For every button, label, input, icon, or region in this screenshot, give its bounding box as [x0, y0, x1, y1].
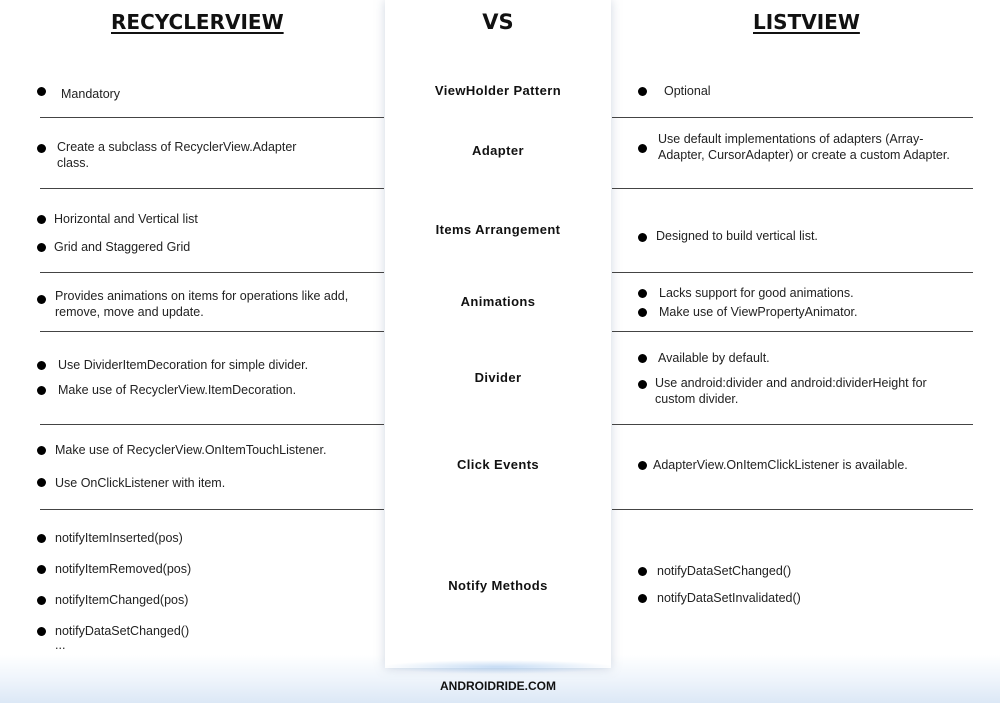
listview-title: LISTVIEW [753, 10, 860, 34]
listview-point: Make use of ViewPropertyAnimator. [659, 305, 858, 319]
listview-point: Lacks support for good animations. [659, 286, 854, 300]
recyclerview-point: Create a subclass of RecyclerView.Adapter class. [57, 140, 297, 170]
vs-title: VS [482, 10, 514, 34]
recyclerview-point: Make use of RecyclerView.ItemDecoration. [58, 383, 297, 397]
bullet-icon [638, 87, 647, 96]
recyclerview-point: notifyDataSetChanged() [55, 624, 190, 638]
bullet-icon [638, 594, 647, 603]
listview-point: Optional [664, 84, 711, 98]
row-divider [612, 424, 973, 425]
recyclerview-point: notifyItemRemoved(pos) [55, 562, 192, 576]
row-divider [612, 117, 973, 118]
listview-point: Use default implementations of adapters (Array-Adapter, CursorAdapter) or create a custom Adapter. [658, 132, 950, 162]
bullet-icon [37, 144, 46, 153]
bullet-icon [638, 461, 647, 470]
row-divider [612, 188, 973, 189]
bullet-icon [37, 596, 46, 605]
bullet-icon [638, 354, 647, 363]
recyclerview-point: Use DividerItemDecoration for simple divider. [58, 358, 309, 372]
site-credit: ANDROIDRIDE.COM [440, 679, 556, 693]
row-divider [40, 272, 384, 273]
row-divider [40, 117, 384, 118]
row-divider [612, 272, 973, 273]
middle-panel [385, 0, 611, 668]
recyclerview-point: Make use of RecyclerView.OnItemTouchListener. [55, 443, 327, 457]
recyclerview-point: Grid and Staggered Grid [54, 240, 191, 254]
recyclerview-point: notifyItemChanged(pos) [55, 593, 189, 607]
bullet-icon [37, 534, 46, 543]
recyclerview-point: notifyItemInserted(pos) [55, 531, 183, 545]
criterion-label: Animations [460, 294, 536, 309]
bullet-icon [37, 565, 46, 574]
listview-point: notifyDataSetInvalidated() [657, 591, 801, 605]
listview-point: Available by default. [658, 351, 770, 365]
bullet-icon [37, 361, 46, 370]
recyclerview-title: RECYCLERVIEW [111, 10, 284, 34]
bullet-icon [638, 567, 647, 576]
row-divider [40, 424, 384, 425]
recyclerview-point: Provides animations on items for operations like add, remove, move and update. [55, 289, 349, 319]
criterion-label: ViewHolder Pattern [434, 83, 562, 98]
row-divider [40, 331, 384, 332]
bullet-icon [638, 380, 647, 389]
bullet-icon [37, 295, 46, 304]
row-divider [612, 509, 973, 510]
criterion-label: Items Arrangement [435, 222, 561, 237]
recyclerview-more-ellipsis: ... [55, 638, 66, 652]
bullet-icon [37, 446, 46, 455]
criterion-label: Click Events [456, 457, 540, 472]
recyclerview-point: Use OnClickListener with item. [55, 476, 226, 490]
listview-point: AdapterView.OnItemClickListener is available. [653, 458, 908, 472]
bullet-icon [37, 478, 46, 487]
bullet-icon [37, 87, 46, 96]
criterion-label: Divider [474, 370, 522, 385]
bullet-icon [638, 308, 647, 317]
bullet-icon [37, 627, 46, 636]
bullet-icon [37, 386, 46, 395]
row-divider [40, 509, 384, 510]
bullet-icon [37, 243, 46, 252]
listview-point: notifyDataSetChanged() [657, 564, 792, 578]
bullet-icon [638, 233, 647, 242]
row-divider [612, 331, 973, 332]
recyclerview-point: Mandatory [61, 87, 121, 101]
row-divider [40, 188, 384, 189]
bullet-icon [37, 215, 46, 224]
listview-point: Designed to build vertical list. [656, 229, 818, 243]
criterion-label: Adapter [472, 143, 524, 158]
bullet-icon [638, 144, 647, 153]
bullet-icon [638, 289, 647, 298]
recyclerview-point: Horizontal and Vertical list [54, 212, 198, 226]
listview-point: Use android:divider and android:dividerHeight for custom divider. [655, 376, 927, 406]
criterion-label: Notify Methods [448, 578, 548, 593]
middle-panel-shadow [380, 660, 616, 674]
